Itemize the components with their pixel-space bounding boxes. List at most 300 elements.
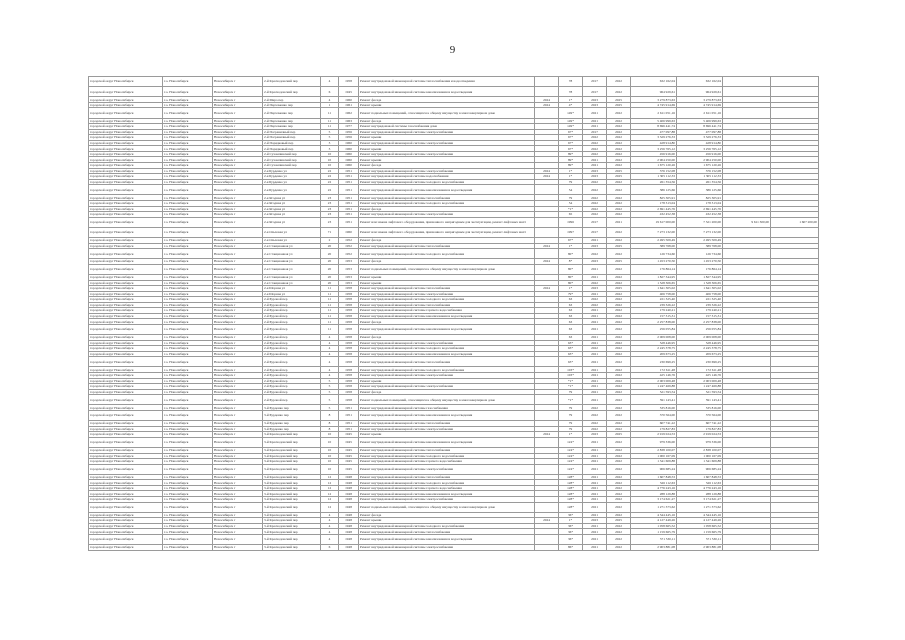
cell-district: г.о. Новосибирск: [163, 243, 213, 249]
cell-cost: 591 143,41: [631, 395, 677, 405]
cell-district: г.о. Новосибирск: [163, 319, 213, 325]
cell-street: 2-я Шорная ул: [263, 286, 321, 292]
cell-year: 1960: [339, 97, 359, 103]
cell-start: 2021: [583, 108, 607, 118]
cell-locality: городской округ Новосибирск: [89, 280, 163, 286]
cell-locality: городской округ Новосибирск: [89, 259, 163, 265]
cell-locality: городской округ Новосибирск: [89, 108, 163, 118]
cell-work: Ремонт внутридомовой инженерной системы теплоснабжения: [359, 421, 535, 427]
cell-cost: 3 174 621,27: [631, 496, 677, 502]
cell-cost: 5 406 999,63: [631, 118, 677, 124]
cell-cost: 179 827,83: [631, 426, 677, 432]
cell-house: 11: [321, 319, 339, 325]
cell-total: 179 240,21: [677, 308, 723, 314]
cell-locality: городской округ Новосибирск: [89, 87, 163, 97]
cell-work: Ремонт фасада: [359, 389, 535, 395]
cell-total: 4 344 445,16: [677, 512, 723, 518]
cell-extra2: [771, 324, 819, 334]
cell-street: 2-я Ягодная ул: [263, 212, 321, 218]
cell-total: 3 279 873,63: [677, 97, 723, 103]
cell-cost: 176 864,14: [631, 264, 677, 274]
cell-extra2: [771, 249, 819, 259]
cell-street: 2-й Буровой пер: [263, 384, 321, 390]
cell-period: 63: [559, 335, 583, 341]
cell-cost: 1 675 120,26: [631, 163, 677, 169]
cell-house: 5: [321, 405, 339, 411]
cell-total: 428 914,80: [677, 140, 723, 146]
cell-extra2: [771, 437, 819, 447]
cell-street: 3-й Краснодонский пер: [263, 518, 321, 524]
cell-end: 2022: [607, 108, 631, 118]
cell-year: 1948: [339, 518, 359, 524]
cell-locality: городской округ Новосибирск: [89, 485, 163, 491]
cell-extra1: [723, 464, 771, 474]
table-row: [89, 464, 819, 474]
cell-street: 2-й Пархоменко пер: [263, 124, 321, 130]
cell-street: 3-й Краснодонский пер: [263, 485, 321, 491]
cell-district: г.о. Новосибирск: [163, 195, 213, 201]
cell-year: 1948: [339, 485, 359, 491]
cell-work: Ремонт фасада: [359, 335, 535, 341]
cell-cost: 1 159 665,79: [631, 529, 677, 535]
cell-period: 79: [559, 195, 583, 201]
cell-house: 10: [321, 453, 339, 459]
cell-period: 79: [559, 421, 583, 427]
cell-city: Новосибирск г: [213, 212, 263, 218]
cell-year: 1948: [339, 480, 359, 486]
cell-end: 2022: [607, 118, 631, 124]
cell-start: 2022: [583, 297, 607, 303]
cell-district: г.о. Новосибирск: [163, 291, 213, 297]
cell-start: 2021: [583, 453, 607, 459]
cell-city: Новосибирск г: [213, 395, 263, 405]
cell-period: 79*: [559, 291, 583, 297]
cell-cost: 370 564,00: [631, 410, 677, 420]
cell-start: 2021: [583, 534, 607, 544]
cell-city: Новосибирск г: [213, 437, 263, 447]
cell-period: 63*: [559, 340, 583, 346]
cell-district: г.о. Новосибирск: [163, 534, 213, 544]
cell-street: 3-й Бурденко пер: [263, 426, 321, 432]
cell-city: Новосибирск г: [213, 545, 263, 551]
cell-house: 11: [321, 302, 339, 308]
cell-district: г.о. Новосибирск: [163, 163, 213, 169]
cell-total: 3 174 621,27: [677, 496, 723, 502]
cell-total: 1 341 609,88: [677, 459, 723, 465]
cell-cost: 3 279 873,63: [631, 97, 677, 103]
cell-locality: городской округ Новосибирск: [89, 286, 163, 292]
cell-end: 2022: [607, 474, 631, 480]
cell-district: г.о. Новосибирск: [163, 179, 213, 185]
cell-district: г.о. Новосибирск: [163, 264, 213, 274]
cell-total: 376 152,08: [677, 168, 723, 174]
cell-total: 239 326,22: [677, 302, 723, 308]
cell-work: Ремонт крыши: [359, 274, 535, 280]
cell-street: 2-й Сухомлинский пер: [263, 157, 321, 163]
cell-city: Новосибирск г: [213, 140, 263, 146]
cell-locality: городской округ Новосибирск: [89, 384, 163, 390]
cell-city: Новосибирск г: [213, 346, 263, 352]
cell-end: 2022: [607, 395, 631, 405]
cell-area-code: [535, 108, 559, 118]
cell-end: 2022: [607, 87, 631, 97]
cell-total: 230 699,25: [677, 357, 723, 367]
cell-locality: городской округ Новосибирск: [89, 432, 163, 438]
cell-period: 63: [559, 313, 583, 319]
cell-area-code: [535, 534, 559, 544]
cell-start: 2023: [583, 168, 607, 174]
cell-district: г.о. Новосибирск: [163, 227, 213, 237]
cell-work: Ремонт крыши: [359, 102, 535, 108]
cell-cost: 1 607 848,53: [631, 474, 677, 480]
cell-district: г.о. Новосибирск: [163, 151, 213, 157]
cell-start: 2021: [583, 464, 607, 474]
cell-total: 2 838 100,07: [677, 447, 723, 453]
table-row: [89, 249, 819, 259]
cell-house: 71: [321, 227, 339, 237]
cell-house: 12: [321, 491, 339, 497]
cell-work: Ремонт внутридомовой инженерной системы канализования и водоотведения: [359, 324, 535, 334]
cell-house: 4: [321, 529, 339, 535]
cell-cost: 428 914,80: [631, 140, 677, 146]
cell-work: Ремонт внутридомовой инженерной системы канализования и водоотведения: [359, 437, 535, 447]
cell-start: 2017: [583, 129, 607, 135]
cell-period: 80*: [559, 274, 583, 280]
cell-period: *1*: [559, 206, 583, 212]
cell-cost: 288 129,88: [631, 491, 677, 497]
cell-end: 2022: [607, 384, 631, 390]
cell-year: 1960: [339, 151, 359, 157]
cell-street: 2-я Ягодная ул: [263, 217, 321, 227]
cell-locality: городской округ Новосибирск: [89, 367, 163, 373]
cell-cost: 1 827 344,95: [631, 274, 677, 280]
cell-district: г.о. Новосибирск: [163, 421, 213, 427]
cell-extra1: [723, 185, 771, 195]
cell-work: Ремонт крыши: [359, 432, 535, 438]
cell-end: 2022: [607, 534, 631, 544]
cell-extra2: [771, 545, 819, 551]
cell-total: 825 305,91: [677, 195, 723, 201]
cell-period: 54: [559, 185, 583, 195]
cell-cost: 172 611,48: [631, 367, 677, 373]
cell-extra1: [723, 395, 771, 405]
cell-house: 8: [321, 421, 339, 427]
cell-locality: городской округ Новосибирск: [89, 453, 163, 459]
cell-street: 3-й Краснодонский пер: [263, 447, 321, 453]
cell-house: 23: [321, 200, 339, 206]
table-row: [89, 437, 819, 447]
cell-work: Ремонт подвальных помещений, относящихся к общему имуществу в многоквартирном доме: [359, 264, 535, 274]
cell-end: 2022: [607, 346, 631, 352]
cell-cost: 256 055,84: [631, 324, 677, 334]
table-row: [89, 264, 819, 274]
cell-year: 1948: [339, 491, 359, 497]
cell-street: 2-я Станционная ул: [263, 280, 321, 286]
cell-start: 2021: [583, 496, 607, 502]
cell-total: 906 685,24: [677, 464, 723, 474]
cell-end: 2022: [607, 480, 631, 486]
cell-work: Ремонт внутридомовой инженерной системы холодного водоснабжения: [359, 179, 535, 185]
cell-street: 2-й Буровой пер: [263, 378, 321, 384]
cell-house: 11: [321, 324, 339, 334]
cell-district: г.о. Новосибирск: [163, 102, 213, 108]
cell-cost: 2 495 509,49: [631, 237, 677, 243]
cell-area-code: [535, 502, 559, 512]
cell-street: 2-я Ольховая ул: [263, 237, 321, 243]
cell-street: 2-й Порядковый пер: [263, 140, 321, 146]
cell-city: Новосибирск г: [213, 87, 263, 97]
cell-cost: 521 593,54: [631, 389, 677, 395]
cell-end: 2022: [607, 523, 631, 529]
cell-total: 5 406 999,63: [677, 118, 723, 124]
cell-year: 1948: [339, 512, 359, 518]
cell-district: г.о. Новосибирск: [163, 146, 213, 152]
cell-street: 2-й Буровой пер: [263, 340, 321, 346]
cell-city: Новосибирск г: [213, 523, 263, 529]
cell-end: 2025: [607, 97, 631, 103]
cell-cost: 1 641 305,02: [631, 286, 677, 292]
cell-work: Ремонт внутридомовой инженерной системы канализования и водоотведения: [359, 534, 535, 544]
cell-period: 63: [559, 308, 583, 314]
cell-work: Ремонт подвальных помещений, относящихся к общему имуществу в многоквартирном доме: [359, 502, 535, 512]
cell-start: 2021: [583, 308, 607, 314]
cell-city: Новосибирск г: [213, 474, 263, 480]
cell-work: Ремонт внутридомовой инженерной системы канализования и водоотведения: [359, 313, 535, 319]
cell-work: Ремонт внутридомовой инженерной системы канализования и водоотведения: [359, 351, 535, 357]
cell-cost: 8 696 441,74: [631, 124, 677, 130]
cell-cost: 906 685,24: [631, 464, 677, 474]
cell-district: г.о. Новосибирск: [163, 523, 213, 529]
cell-year: 1958: [339, 308, 359, 314]
cell-year: 1958: [339, 373, 359, 379]
cell-street: 2-я Бурденко ул: [263, 179, 321, 185]
cell-year: 1948: [339, 545, 359, 551]
cell-locality: городской округ Новосибирск: [89, 426, 163, 432]
cell-city: Новосибирск г: [213, 163, 263, 169]
cell-work: Ремонт крыши: [359, 157, 535, 163]
cell-area-code: 2024: [535, 168, 559, 174]
cell-house: 5: [321, 389, 339, 395]
cell-area-code: [535, 87, 559, 97]
cell-year: 1960: [339, 146, 359, 152]
cell-locality: городской округ Новосибирск: [89, 405, 163, 411]
cell-work: Ремонт внутридомовой инженерной системы электроснабжения: [359, 129, 535, 135]
cell-street: 2-й Порядковый пер: [263, 146, 321, 152]
cell-house: 4: [321, 335, 339, 341]
cell-work: Ремонт внутридомовой инженерной системы канализования и водоотведения: [359, 410, 535, 420]
cell-house: 4: [321, 340, 339, 346]
cell-locality: городской округ Новосибирск: [89, 308, 163, 314]
cell-period: 89*: [559, 151, 583, 157]
cell-city: Новосибирск г: [213, 286, 263, 292]
cell-total: 8 696 441,74: [677, 124, 723, 130]
cell-cost: 528 446,95: [631, 340, 677, 346]
cell-cost: 825 305,91: [631, 195, 677, 201]
cell-cost: 2 691 445,76: [631, 206, 677, 212]
cell-district: г.о. Новосибирск: [163, 395, 213, 405]
cell-period: 80*: [559, 249, 583, 259]
cell-period: 78: [559, 77, 583, 87]
cell-start: 2021: [583, 274, 607, 280]
cell-period: 63: [559, 319, 583, 325]
cell-street: 2-я Ягодная ул: [263, 195, 321, 201]
cell-start: 2021: [583, 319, 607, 325]
cell-work: Ремонт фасада: [359, 512, 535, 518]
cell-area-code: 2024: [535, 286, 559, 292]
cell-house: 11: [321, 291, 339, 297]
cell-start: 2022: [583, 151, 607, 157]
cell-work: Ремонт внутридомовой инженерной системы холодного водоснабжения: [359, 297, 535, 303]
cell-district: г.о. Новосибирск: [163, 502, 213, 512]
cell-year: 1953: [339, 259, 359, 265]
cell-street: 3-й Краснодонский пер: [263, 502, 321, 512]
cell-extra1: [723, 437, 771, 447]
cell-district: г.о. Новосибирск: [163, 480, 213, 486]
table-row: [89, 534, 819, 544]
cell-period: 86*: [559, 545, 583, 551]
cell-locality: городской округ Новосибирск: [89, 249, 163, 259]
cell-locality: городской округ Новосибирск: [89, 447, 163, 453]
cell-street: 2-й Пархоменко пер: [263, 108, 321, 118]
cell-cost: 2 257 838,00: [631, 319, 677, 325]
cell-end: 2022: [607, 351, 631, 357]
cell-work: Ремонт крыши: [359, 378, 535, 384]
cell-extra2: [771, 87, 819, 97]
cell-city: Новосибирск г: [213, 384, 263, 390]
table-row: [89, 227, 819, 237]
cell-total: 176 864,14: [677, 264, 723, 274]
cell-year: 1953: [339, 274, 359, 280]
cell-city: Новосибирск г: [213, 351, 263, 357]
cell-house: 22: [321, 168, 339, 174]
cell-period: 36*: [559, 512, 583, 518]
cell-start: 2022: [583, 179, 607, 185]
cell-year: 1958: [339, 319, 359, 325]
cell-extra1: [723, 77, 771, 87]
cell-year: 1958: [339, 378, 359, 384]
cell-house: 3: [321, 140, 339, 146]
cell-period: 124*: [559, 437, 583, 447]
cell-district: г.о. Новосибирск: [163, 459, 213, 465]
register-body: [89, 77, 819, 551]
cell-end: 2022: [607, 179, 631, 185]
cell-work: Ремонт крыши: [359, 280, 535, 286]
cell-total: 288 129,88: [677, 491, 723, 497]
cell-street: 2-я Ягодная ул: [263, 200, 321, 206]
cell-street: 2-я Шорная ул: [263, 291, 321, 297]
cell-end: 2022: [607, 378, 631, 384]
cell-period: 1*: [559, 243, 583, 249]
cell-district: г.о. Новосибирск: [163, 346, 213, 352]
cell-period: 65: [559, 212, 583, 218]
cell-locality: городской округ Новосибирск: [89, 206, 163, 212]
cell-end: 2025: [607, 286, 631, 292]
cell-cost: 3 256 765,12: [631, 146, 677, 152]
cell-district: г.о. Новосибирск: [163, 286, 213, 292]
cell-total: 256 055,84: [677, 324, 723, 334]
cell-total: 1 827 344,95: [677, 274, 723, 280]
cell-district: г.о. Новосибирск: [163, 512, 213, 518]
cell-cost: 425 146,76: [631, 373, 677, 379]
cell-work: Ремонт внутридомовой инженерной системы горячего водоснабжения: [359, 308, 535, 314]
cell-locality: городской округ Новосибирск: [89, 302, 163, 308]
cell-year: 1962: [339, 108, 359, 118]
cell-period: 1*: [559, 97, 583, 103]
cell-period: 1*: [559, 174, 583, 180]
cell-house: 20: [321, 280, 339, 286]
cell-end: 2022: [607, 274, 631, 280]
cell-start: 2022: [583, 200, 607, 206]
cell-cost: 477 097,88: [631, 129, 677, 135]
cell-period: 79: [559, 426, 583, 432]
page-number: 9: [449, 44, 456, 56]
cell-city: Новосибирск г: [213, 102, 263, 108]
cell-year: 1948: [339, 534, 359, 544]
cell-work: Ремонт внутридомовой инженерной системы электроснабжения: [359, 426, 535, 432]
cell-end: 2022: [607, 459, 631, 465]
cell-district: г.о. Новосибирск: [163, 474, 213, 480]
cell-extra1: [723, 227, 771, 237]
cell-extra2: [771, 185, 819, 195]
cell-district: г.о. Новосибирск: [163, 280, 213, 286]
table-row: [89, 410, 819, 420]
cell-street: 3-й Краснодонский пер: [263, 523, 321, 529]
cell-street: 2-я Бурденко ул: [263, 185, 321, 195]
cell-cost: 571 530,11: [631, 534, 677, 544]
cell-start: 2023: [583, 518, 607, 524]
cell-start: 2021: [583, 529, 607, 535]
cell-cost: 2 009 008,00: [631, 335, 677, 341]
cell-city: Новосибирск г: [213, 480, 263, 486]
cell-area-code: [535, 357, 559, 367]
cell-cost: 209 673,25: [631, 351, 677, 357]
cell-total: 964 929,61: [677, 87, 723, 97]
cell-cost: 157 315,31: [631, 313, 677, 319]
cell-locality: городской округ Новосибирск: [89, 200, 163, 206]
cell-cost: 607 741,22: [631, 421, 677, 427]
cell-house: 4: [321, 357, 339, 367]
cell-locality: городской округ Новосибирск: [89, 545, 163, 551]
cell-work: Ремонт внутридомовой инженерной системы холодного водоснабжения: [359, 200, 535, 206]
cell-total: 261 354,56: [677, 179, 723, 185]
cell-total: 7 321 200,00: [677, 217, 723, 227]
cell-end: 2021: [607, 217, 631, 227]
cell-city: Новосибирск г: [213, 118, 263, 124]
cell-work: Ремонт внутридомовой инженерной системы канализования и водоотведения: [359, 491, 535, 497]
cell-district: г.о. Новосибирск: [163, 410, 213, 420]
table-row: [89, 77, 819, 87]
cell-total: 1 607 848,53: [677, 474, 723, 480]
cell-work: Ремонт внутридомовой инженерной системы газоснабжения: [359, 405, 535, 411]
cell-total: 2 903 881,08: [677, 545, 723, 551]
cell-year: 1952: [339, 243, 359, 249]
cell-city: Новосибирск г: [213, 491, 263, 497]
cell-year: 1948: [339, 496, 359, 502]
cell-locality: городской округ Новосибирск: [89, 512, 163, 518]
cell-city: Новосибирск г: [213, 410, 263, 420]
cell-district: г.о. Новосибирск: [163, 351, 213, 357]
cell-total: 7 273 132,00: [677, 227, 723, 237]
cell-locality: городской округ Новосибирск: [89, 410, 163, 420]
cell-total: 1 675 120,26: [677, 163, 723, 169]
cell-year: 1948: [339, 502, 359, 512]
cell-end: 2022: [607, 313, 631, 319]
cell-cost: 126 734,60: [631, 249, 677, 259]
cell-work: Ремонт фасада: [359, 237, 535, 243]
cell-year: 1953: [339, 280, 359, 286]
cell-end: 2022: [607, 464, 631, 474]
cell-street: 3-й Краснодонский пер: [263, 453, 321, 459]
